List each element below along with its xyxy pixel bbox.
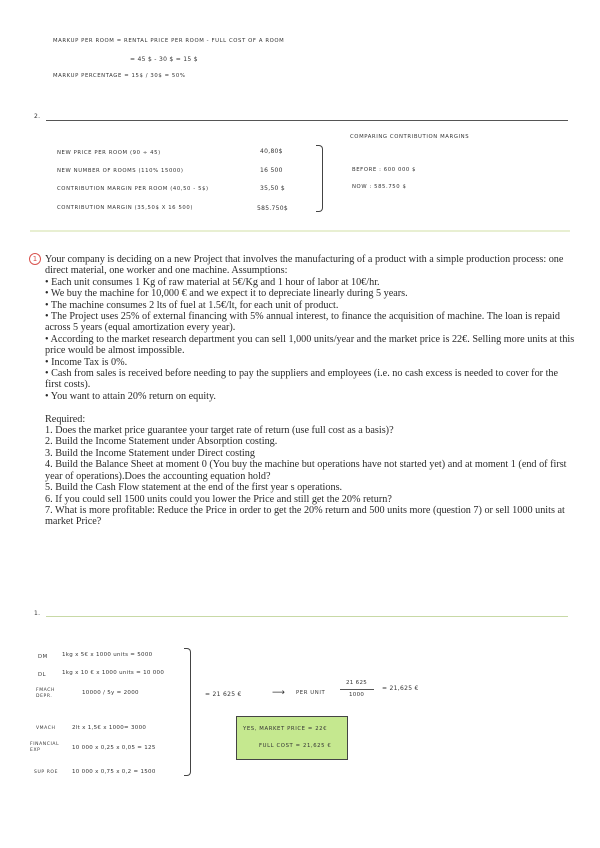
s1-row-label: FMACH DEPR. [36,688,55,699]
exercise-marker: 1 [29,253,41,265]
exercise-paragraph: • Income Tax is 0%. [45,356,128,368]
green-separator-top [30,230,570,232]
exercise-paragraph: • According to the market research department you can sell 1,000 units/year and the market price is 22€. Selling more units at this price would be almost impossible. [45,333,575,357]
section-1-number: 1. [34,610,41,617]
exercise-paragraph: • Each unit consumes 1 Kg of raw material at 5€/Kg and 1 hour of labor at 10€/hr. [45,276,380,288]
s1-row-calc: 10 000 x 0,25 x 0,05 = 125 [72,745,156,751]
s2-row-value: 585.750$ [257,205,289,212]
exercise-text [45,254,575,528]
markup-formula: MARKUP PER ROOM = RENTAL PRICE PER ROOM - FULL COST OF A ROOM [53,38,285,44]
conclusion-line-2: FULL COST = 21,625 € [259,743,332,749]
per-unit-numerator: 21 625 [346,680,368,686]
s1-row-label: VMACH [36,726,56,731]
required-item: 4. Build the Balance Sheet at moment 0 (You buy the machine but operations have not started yet) and at moment 1 (end of first year of operations).Does the accounting equation hold? [45,459,567,482]
section-2-divider [46,120,568,121]
s2-bracket [316,145,323,212]
required-title: Required: [45,413,86,425]
per-unit-result: = 21,625 € [382,685,419,692]
exercise-paragraph: • The Project uses 25% of external financing with 5% annual interest, to finance the acquisition of machine. The loan is repaid across 5 years (equal amortization every year). [45,311,560,334]
s1-row-calc: 10000 / 5y = 2000 [82,690,139,696]
s1-row-calc: 1kg x 5€ x 1000 units = 5000 [62,652,153,658]
markup-calc: = 45 $ - 30 $ = 15 $ [130,56,198,63]
s1-bracket [184,648,191,776]
fraction-bar [340,689,374,690]
s2-row-value: 40,80$ [260,148,283,155]
s1-row-label: SUP ROE [34,770,59,775]
s1-total: = 21 625 € [205,691,242,698]
conclusion-line-1: YES, MARKET PRICE = 22€ [243,726,328,732]
s1-row-label: FINANCIAL EXP [30,742,60,753]
required-item: 7. What is more profitable: Reduce the Price in order to get the 20% return and 500 units more (question 7) or sell 1000 units at market Price? [45,504,565,528]
section-2-number: 2. [34,113,41,120]
s1-row-calc: 1kg x 10 € x 1000 units = 10 000 [62,670,165,676]
exercise-paragraph: • The machine consumes 2 lts of fuel at 1.5€/lt, for each unit of product. [45,299,339,311]
exercise-paragraph: • We buy the machine for 10,000 € and we expect it to depreciate linearly during 5 years. [45,288,408,300]
arrow-icon: ⟶ [272,688,286,698]
s1-row-label: DL [38,672,47,678]
s1-row-calc: 2lt x 1,5€ x 1000= 3000 [72,725,147,731]
s2-row-value: 16 500 [260,167,283,174]
conclusion-box [236,716,348,760]
s2-row-value: 35,50 $ [260,185,286,192]
required-item: 1. Does the market price guarantee your target rate of return (use full cost as a basis)? [45,425,394,437]
compare-title: COMPARING CONTRIBUTION MARGINS [350,134,470,140]
markup-percentage: MARKUP PERCENTAGE = 15$ / 30$ = 50% [53,73,186,79]
s2-row-label: CONTRIBUTION MARGIN PER ROOM (40,50 - 5$) [57,186,209,192]
exercise-paragraph: Your company is deciding on a new Project that involves the manufacturing of a product with a simple production process: one direct material, one worker and one machine. Assumptions: [45,254,564,277]
required-item: 2. Build the Income Statement under Absorption costing. [45,436,278,448]
s2-row-label: NEW PRICE PER ROOM (90 ÷ 45) [57,150,161,156]
section-1-divider [46,616,568,617]
s2-row-label: NEW NUMBER OF ROOMS (110% 15000) [57,168,184,174]
required-item: 3. Build the Income Statement under Direct costing [45,447,255,459]
required-item: 5. Build the Cash Flow statement at the end of the first year s operations. [45,482,343,494]
exercise-paragraph: • You want to attain 20% return on equity. [45,390,216,402]
compare-now: NOW : 585.750 $ [352,184,407,190]
per-unit-label: PER UNIT [296,690,326,696]
exercise-paragraph: • Cash from sales is received before needing to pay the suppliers and employees (i.e. no cash excess is needed to cover for the first costs). [45,368,559,391]
s1-row-label: DM [38,654,48,660]
s1-row-calc: 10 000 x 0,75 x 0,2 = 1500 [72,769,156,775]
compare-before: BEFORE : 600 000 $ [352,167,417,173]
s2-row-label: CONTRIBUTION MARGIN (35,50$ X 16 500) [57,205,194,211]
required-item: 6. If you could sell 1500 units could you lower the Price and still get the 20% return? [45,493,392,505]
per-unit-denominator: 1000 [349,692,365,698]
